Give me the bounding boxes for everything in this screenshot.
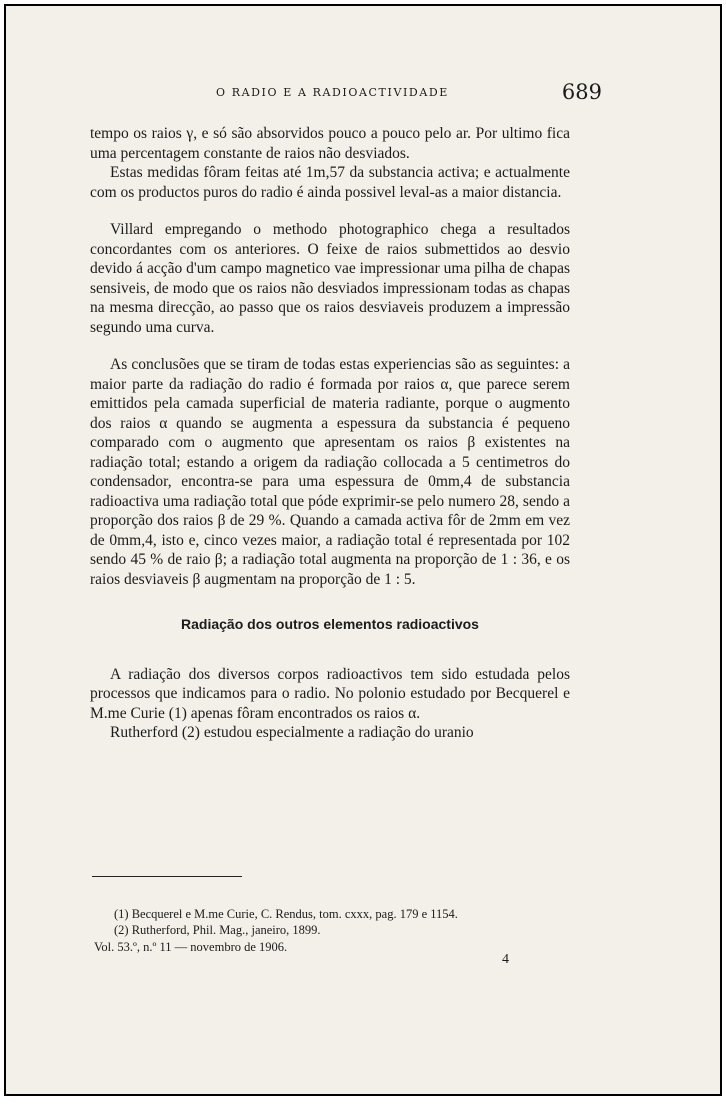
- paragraph: tempo os raios γ, e só são absorvidos pouco a pouco pelo ar. Por ultimo fica uma percentagem constante de raios não desviados.: [90, 125, 570, 162]
- body-text: [90, 124, 570, 743]
- signature-line: Vol. 53.º, n.º 11 — novembro de 1906.: [94, 940, 288, 954]
- signature-mark: 4: [502, 952, 509, 967]
- document-page: [4, 4, 722, 1096]
- paragraph: Villard empregando o methodo photographico chega a resultados concordantes com os anteriores. O feixe de raios submettidos ao desvio devido á acção d'um campo magnetico vae impressionar uma pilha de chapas sensiveis, de modo que os raios não desviados impressionam todas as chapas na mesma direcção, ao passo que os raios desviaveis produzem a impressão segundo uma curva.: [90, 221, 570, 336]
- page-header: [6, 78, 720, 102]
- page-number: 689: [561, 80, 602, 104]
- running-title: O RADIO E A RADIOACTIVIDADE: [216, 86, 449, 99]
- footnote-divider: [92, 876, 242, 877]
- paragraph: Rutherford (2) estudou especialmente a radiação do uranio: [110, 724, 474, 741]
- footnotes: [114, 906, 574, 938]
- section-heading: Radiação dos outros elementos radioactivos: [181, 616, 479, 632]
- paragraph: A radiação dos diversos corpos radioactivos tem sido estudada pelos processos que indicamos para o radio. No polonio estudado por Becquerel e M.me Curie (1) apenas fôram encontrados os raios α.: [90, 665, 570, 722]
- paragraph: Estas medidas fôram feitas até 1m,57 da substancia activa; e actualmente com os productos puros do radio é ainda possivel leval-as a maior distancia.: [90, 164, 570, 201]
- footnote: (1) Becquerel e M.me Curie, C. Rendus, tom. cxxx, pag. 179 e 1154.: [114, 907, 458, 921]
- paragraph: As conclusões que se tiram de todas estas experiencias são as seguintes: a maior parte da radiação do radio é formada por raios α, que parece serem emittidos pela camada superficial de materia radiante, porque o augmento dos raios α quando se augmenta a espessura da substancia é pequeno comparado com o augmento que apresentam os raios β existentes na radiação total; estando a origem da radiação collocada a 5 centimetros do condensador, encontra-se para uma espessura de 0mm,4 de substancia radioactiva uma radiação total que póde exprimir-se pelo numero 28, sendo a proporção dos raios β de 29 %. Quando a camada activa fôr de 2mm em vez de 0mm,4, isto e, cinco vezes maior, a radiação total é representada por 102 sendo 45 % de raio β; a radiação total augmenta na proporção de 1 : 36, e os raios desviaveis β augmentam na proporção de 1 : 5.: [90, 356, 570, 588]
- footnote: (2) Rutherford, Phil. Mag., janeiro, 1899.: [114, 923, 321, 937]
